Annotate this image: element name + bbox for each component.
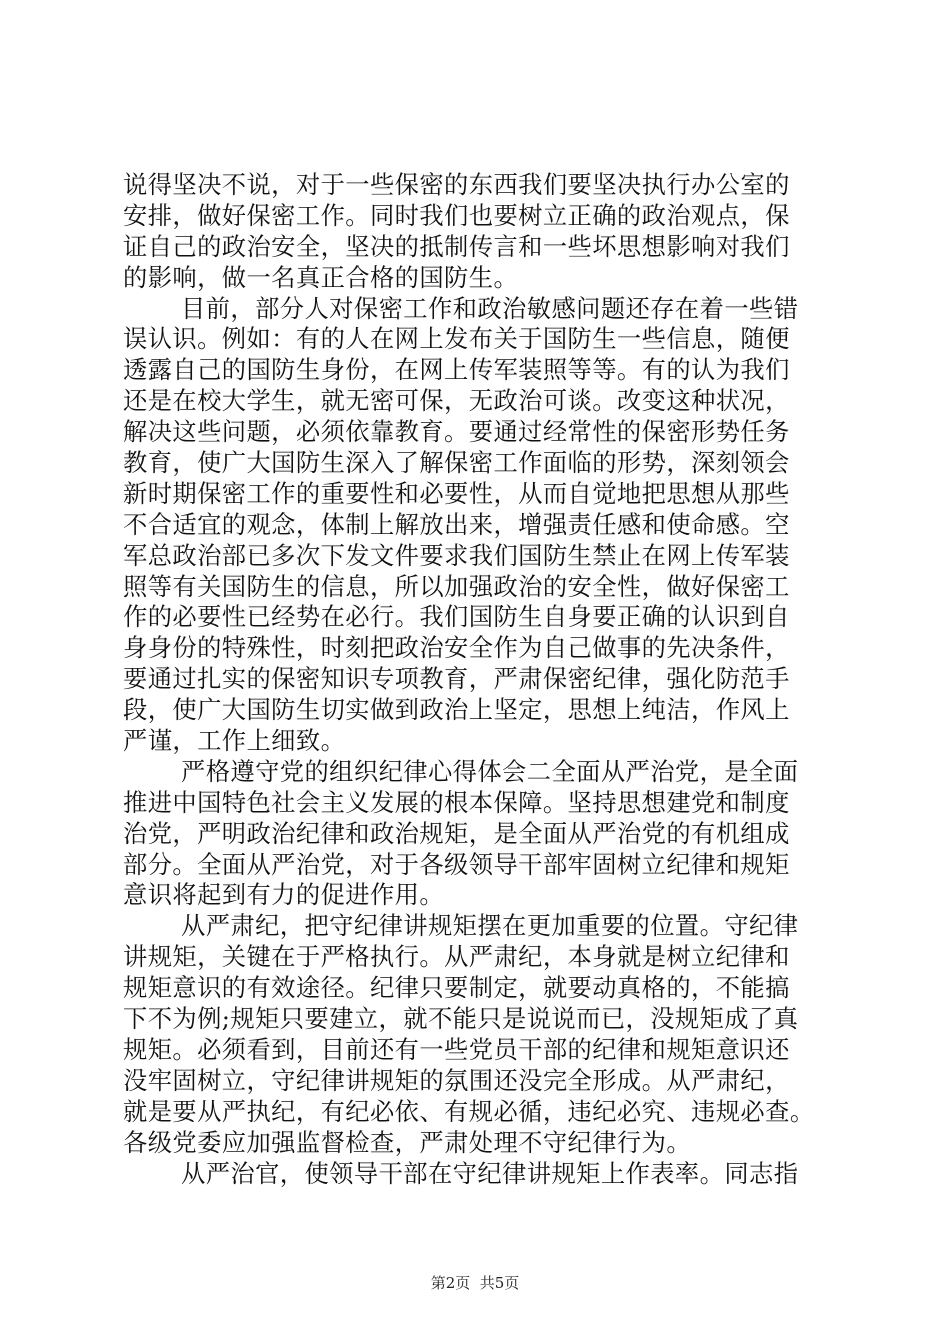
text-line: 规矩。必须看到，目前还有一些党员干部的纪律和规矩意识还 [123,1034,790,1064]
text-line: 的影响，做一名真正合格的国防生。 [123,262,519,292]
text-line: 军总政治部已多次下发文件要求我们国防生禁止在网上传军装 [123,540,790,570]
text-line: 作的必要性已经势在必行。我们国防生自身要正确的认识到自 [123,602,790,632]
text-line: 部分。全面从严治党，对于各级领导干部牢固树立纪律和规矩 [123,849,790,879]
text-line: 教育，使广大国防生深入了解保密工作面临的形势，深刻领会 [123,448,790,478]
text-line: 目前，部分人对保密工作和政治敏感问题还存在着一些错 [181,293,799,323]
text-line: 讲规矩，关键在于严格执行。从严肃纪，本身就是树立纪律和 [123,942,790,972]
text-line: 没牢固树立，守纪律讲规矩的氛围还没完全形成。从严肃纪， [123,1065,790,1095]
text-line: 从严肃纪，把守纪律讲规矩摆在更加重要的位置。守纪律 [181,911,799,941]
page-footer: 第2页 共5页 [430,1274,520,1292]
text-line: 意识将起到有力的促进作用。 [123,880,445,910]
text-line: 新时期保密工作的重要性和必要性，从而自觉地把思想从那些 [123,478,790,508]
text-line: 透露自己的国防生身份，在网上传军装照等等。有的认为我们 [123,355,790,385]
text-line: 段，使广大国防生切实做到政治上坚定，思想上纯洁，作风上 [123,695,790,725]
text-line: 证自己的政治安全，坚决的抵制传言和一些坏思想影响对我们 [123,231,790,261]
document-body [123,170,843,1189]
text-line: 误认识。例如：有的人在网上发布关于国防生一些信息，随便 [123,324,790,354]
text-line: 照等有关国防生的信息，所以加强政治的安全性，做好保密工 [123,571,790,601]
text-line: 身身份的特殊性，时刻把政治安全作为自己做事的先决条件， [123,633,790,663]
text-line: 严格遵守党的组织纪律心得体会二全面从严治党，是全面 [181,756,799,786]
text-line: 严谨，工作上细致。 [123,726,346,756]
text-line: 解决这些问题，必须依靠教育。要通过经常性的保密形势任务 [123,417,790,447]
text-line: 下不为例;规矩只要建立，就不能只是说说而已，没规矩成了真 [123,1004,799,1034]
text-line: 治党，严明政治纪律和政治规矩，是全面从严治党的有机组成 [123,818,790,848]
text-line: 还是在校大学生，就无密可保，无政治可谈。改变这种状况， [123,386,790,416]
text-line: 就是要从严执纪，有纪必依、有规必循，违纪必究、违规必查。 [123,1096,815,1126]
text-line: 从严治官，使领导干部在守纪律讲规矩上作表率。同志指 [181,1158,799,1188]
text-line: 不合适宜的观念，体制上解放出来，增强责任感和使命感。空 [123,509,790,539]
text-line: 各级党委应加强监督检查，严肃处理不守纪律行为。 [123,1127,692,1157]
text-line: 要通过扎实的保密知识专项教育，严肃保密纪律，强化防范手 [123,664,790,694]
text-line: 推进中国特色社会主义发展的根本保障。坚持思想建党和制度 [123,787,790,817]
text-line: 安排，做好保密工作。同时我们也要树立正确的政治观点，保 [123,200,790,230]
text-line: 说得坚决不说，对于一些保密的东西我们要坚决执行办公室的 [123,170,790,199]
text-line: 规矩意识的有效途径。纪律只要制定，就要动真格的，不能搞 [123,973,790,1003]
